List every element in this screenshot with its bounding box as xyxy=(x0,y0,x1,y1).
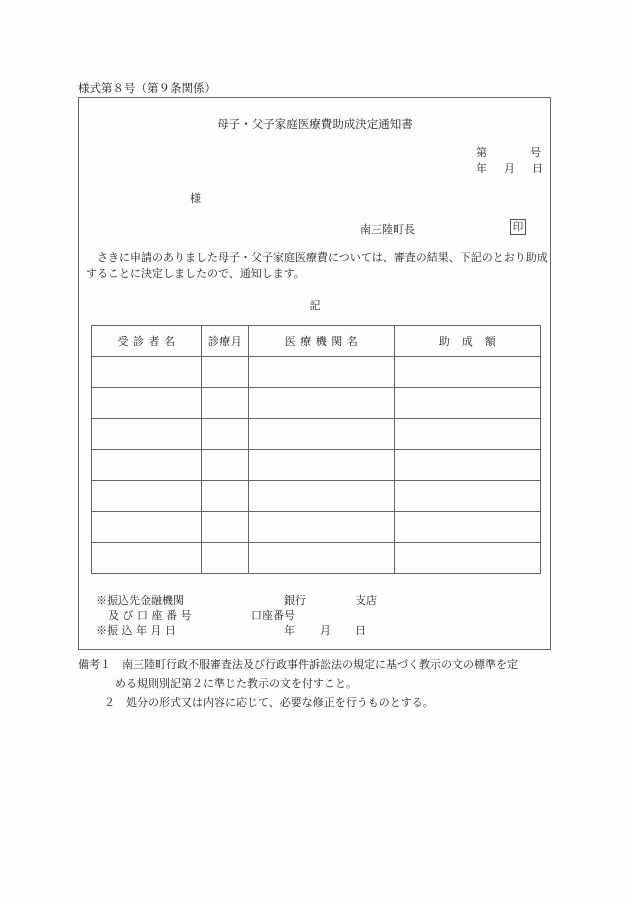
issue-dai: 第 xyxy=(476,146,487,159)
cell xyxy=(202,450,249,481)
header-institution: 医 療 機 関 名 xyxy=(249,326,395,357)
table-row xyxy=(92,419,541,450)
form-number: 様式第８号（第９条関係） xyxy=(78,81,216,95)
transfer-year: 年 xyxy=(284,624,295,637)
cell xyxy=(395,512,541,543)
issue-go: 号 xyxy=(530,146,541,159)
transfer-month: 月 xyxy=(320,624,331,637)
cell xyxy=(395,450,541,481)
issue-day: 日 xyxy=(532,162,543,175)
table-header-row xyxy=(92,326,541,357)
document-title: 母子・父子家庭医療費助成決定通知書 xyxy=(217,117,413,131)
seal-mark: 印 xyxy=(510,219,526,235)
cell xyxy=(202,543,249,574)
issue-month: 月 xyxy=(504,162,515,175)
cell xyxy=(249,419,395,450)
cell xyxy=(249,543,395,574)
cell xyxy=(92,512,202,543)
remark-1-cont: める規則別記第２に準じた教示の文を付すこと。 xyxy=(115,677,357,690)
cell xyxy=(92,357,202,388)
cell xyxy=(202,357,249,388)
cell xyxy=(202,481,249,512)
ki-heading: 記 xyxy=(309,299,321,312)
header-month: 診療月 xyxy=(202,326,249,357)
cell xyxy=(92,419,202,450)
table-row xyxy=(92,543,541,574)
cell xyxy=(92,450,202,481)
cell xyxy=(249,481,395,512)
remarks xyxy=(78,655,518,712)
table-row xyxy=(92,481,541,512)
cell xyxy=(249,450,395,481)
cell xyxy=(249,357,395,388)
transfer-day: 日 xyxy=(355,624,366,637)
cell xyxy=(395,388,541,419)
bank-suffix: 銀行 xyxy=(284,594,306,607)
issue-number xyxy=(476,144,541,160)
cell xyxy=(395,543,541,574)
addressee-suffix: 様 xyxy=(190,192,201,205)
table-row xyxy=(92,388,541,419)
transfer-date-label: ※振 込 年 月 日 xyxy=(96,624,176,637)
cell xyxy=(249,388,395,419)
account-label: 口座番号 xyxy=(251,609,295,622)
cell xyxy=(395,481,541,512)
cell xyxy=(395,419,541,450)
table-row xyxy=(92,512,541,543)
remark-1: 備考１ 南三陸町行政不服審査法及び行政事件訴訟法の規定に基づく教示の文の標準を定 xyxy=(78,658,518,671)
cell xyxy=(202,419,249,450)
issuer-name: 南三陸町長 xyxy=(360,223,415,236)
subsidy-table xyxy=(91,325,541,574)
cell xyxy=(92,481,202,512)
table-row xyxy=(92,357,541,388)
issue-year: 年 xyxy=(476,162,487,175)
cell xyxy=(395,357,541,388)
issue-date xyxy=(476,160,543,176)
cell xyxy=(92,388,202,419)
remark-2: ２ 処分の形式又は内容に応じて、必要な修正を行うものとする。 xyxy=(104,696,434,709)
notice-body: さきに申請のありました母子・父子家庭医療費については、審査の結果、下記のとおり助成することに決定しましたので、通知します。 xyxy=(86,251,548,280)
branch-suffix: 支店 xyxy=(355,594,377,607)
bank-label-2: 及 び 口 座 番 号 xyxy=(108,609,192,622)
cell xyxy=(202,512,249,543)
header-amount: 助 成 額 xyxy=(395,326,541,357)
header-patient-name: 受 診 者 名 xyxy=(92,326,202,357)
cell xyxy=(202,388,249,419)
cell xyxy=(249,512,395,543)
bank-label-1: ※振込先金融機関 xyxy=(96,594,184,607)
cell xyxy=(92,543,202,574)
table-row xyxy=(92,450,541,481)
